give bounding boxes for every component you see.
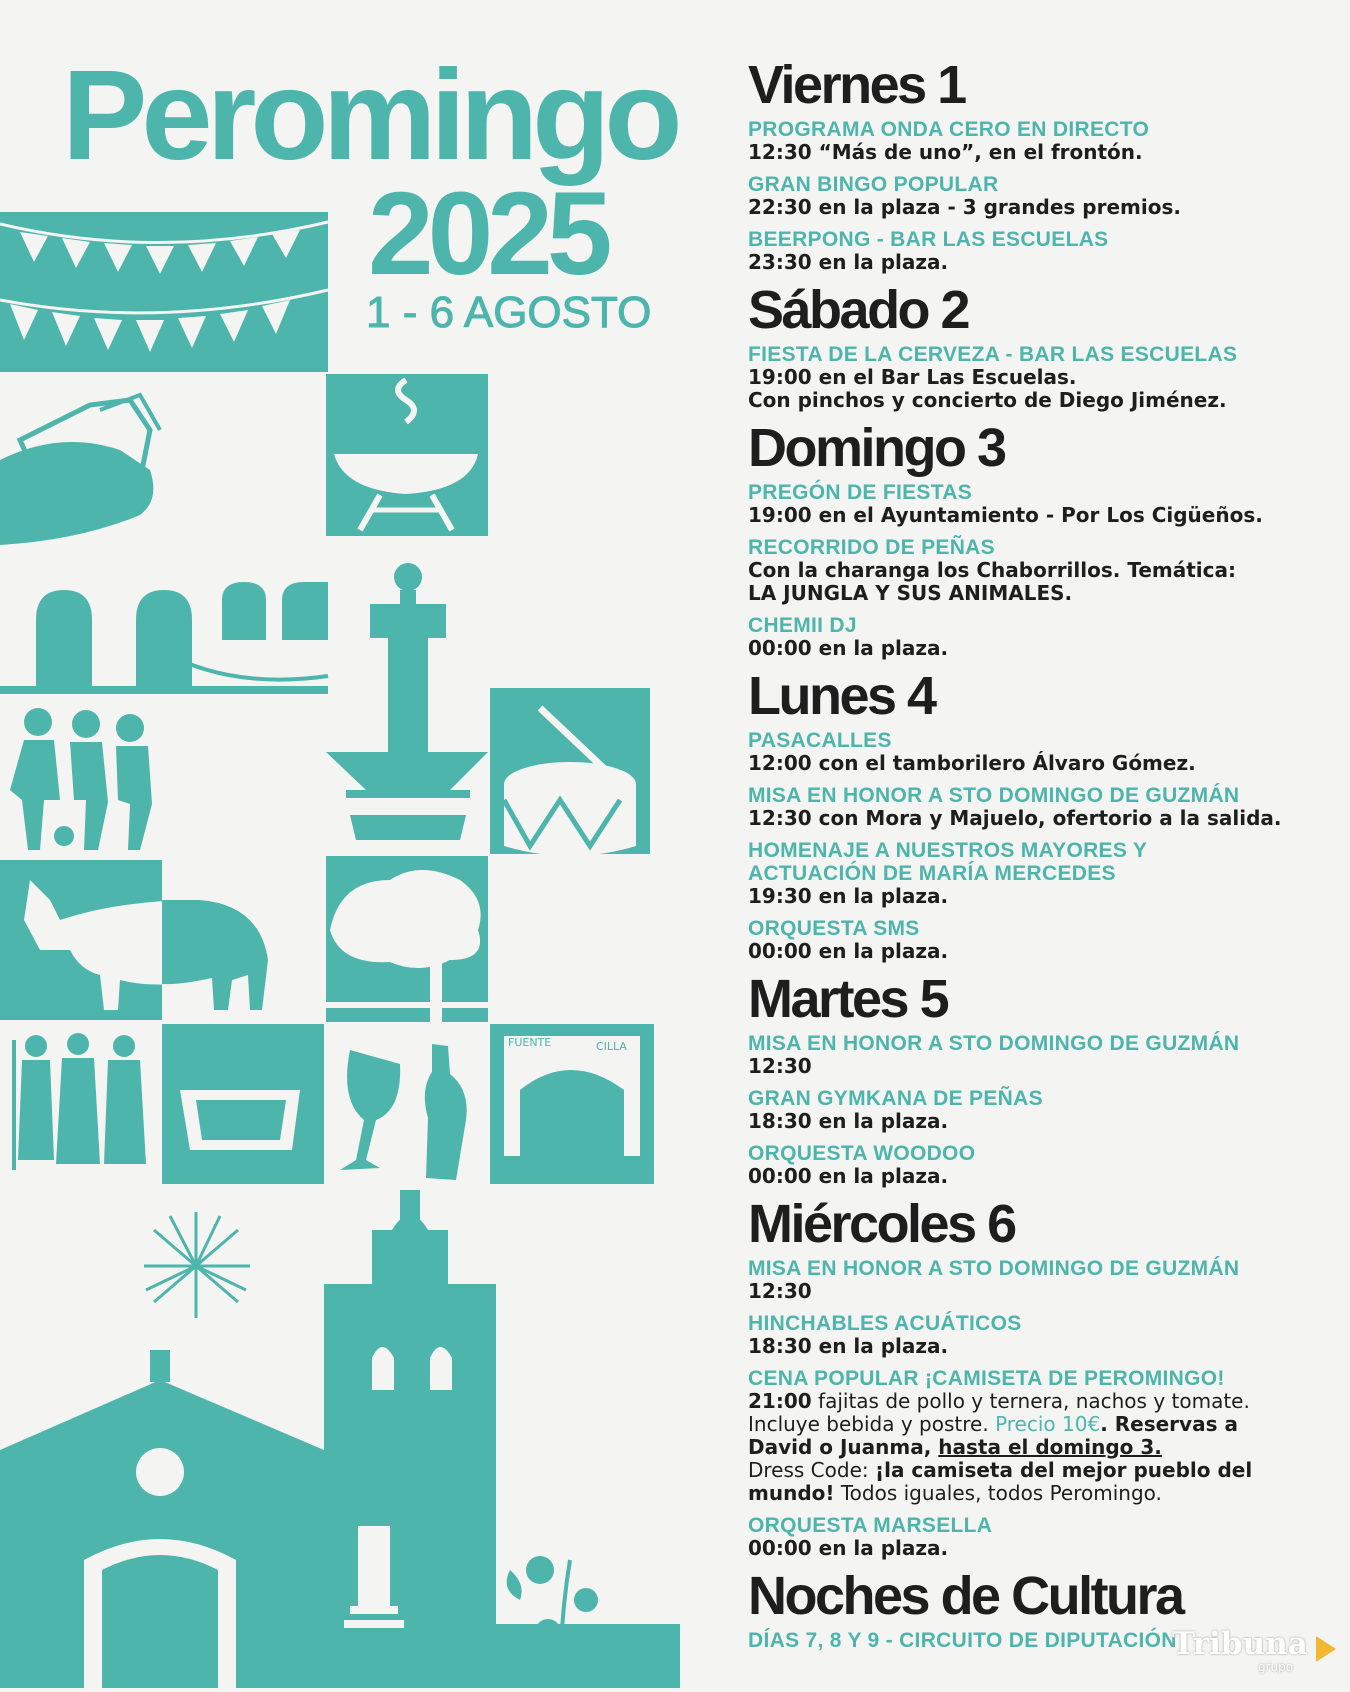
day-sabado (748, 280, 1318, 412)
event-item (748, 839, 1318, 908)
event-name: MISA EN HONOR A STO DOMINGO DE GUZMÁN (748, 784, 1240, 807)
event-description-line (748, 1413, 1318, 1436)
event-name: GRAN GYMKANA DE PEÑAS (748, 1087, 1043, 1110)
drum-icon (490, 688, 650, 856)
event-name: RECORRIDO DE PEÑAS (748, 536, 995, 559)
event-item (748, 614, 1318, 660)
tribuna-logo (1172, 1626, 1336, 1674)
poster-dates: 1 - 6 AGOSTO (366, 288, 652, 337)
program-schedule (748, 55, 1318, 1652)
cow-icon (0, 860, 324, 1020)
event-description: 12:30 “Más de uno”, en el frontón. (748, 140, 1143, 164)
event-description: 18:30 en la plaza. (748, 1109, 949, 1133)
section-title: Noches de Cultura (748, 1566, 1183, 1626)
event-name: CENA POPULAR ¡CAMISETA DE PEROMINGO! (748, 1367, 1225, 1390)
day-lunes (748, 666, 1318, 963)
event-description: 23:30 en la plaza. (748, 250, 949, 274)
event-name: MISA EN HONOR A STO DOMINGO DE GUZMÁN (748, 1257, 1240, 1280)
cena-motto: Todos iguales, todos Peromingo. (834, 1481, 1162, 1505)
event-name: PREGÓN DE FIESTAS (748, 481, 973, 504)
event-item (748, 729, 1318, 775)
fountain-label-right: CILLA (596, 1040, 627, 1053)
event-description: LA JUNGLA Y SUS ANIMALES. (748, 581, 1073, 605)
event-description: 19:00 en el Ayuntamiento - Por Los Cigüeños. (748, 503, 1263, 527)
wine-glass-bottle-icon (326, 1024, 488, 1184)
event-item (748, 1032, 1318, 1078)
fuente-cilla-icon (490, 1024, 654, 1184)
cena-menu: fajitas de pollo y ternera, nachos y tomate. (811, 1389, 1250, 1413)
day-title: Lunes 4 (748, 666, 935, 726)
event-description: 22:30 en la plaza - 3 grandes premios. (748, 195, 1181, 219)
event-name: GRAN BINGO POPULAR (748, 173, 999, 196)
event-name: ORQUESTA WOODOO (748, 1142, 976, 1165)
event-description: 00:00 en la plaza. (748, 1536, 949, 1560)
poster-year: 2025 (368, 168, 607, 300)
event-description: 19:00 en el Bar Las Escuelas. (748, 365, 1077, 389)
event-item (748, 228, 1318, 274)
event-description-line (748, 1436, 1318, 1459)
day-title: Sábado 2 (748, 280, 969, 340)
event-name: HINCHABLES ACUÁTICOS (748, 1312, 1022, 1335)
event-item (748, 343, 1318, 412)
event-item (748, 536, 1318, 605)
play-arrow-icon (1316, 1636, 1336, 1662)
event-item (748, 1312, 1318, 1358)
church-icon (0, 1190, 680, 1688)
stone-arches-icon (0, 582, 328, 694)
waterfall-rock-icon (0, 395, 160, 545)
day-title: Viernes 1 (748, 55, 965, 115)
bunting-flags-icon (0, 212, 328, 372)
event-description: 12:30 con Mora y Majuelo, ofertorio a la salida. (748, 806, 1282, 830)
event-description: 12:00 con el tamborilero Álvaro Gómez. (748, 751, 1196, 775)
event-name: FIESTA DE LA CERVEZA - BAR LAS ESCUELAS (748, 343, 1238, 366)
day-title: Martes 5 (748, 969, 948, 1029)
event-description-line (748, 1459, 1318, 1482)
event-name: MISA EN HONOR A STO DOMINGO DE GUZMÁN (748, 1032, 1240, 1055)
event-description: Con la charanga los Chaborrillos. Temática: (748, 558, 1236, 582)
event-item (748, 784, 1318, 830)
day-viernes (748, 55, 1318, 274)
day-martes (748, 969, 1318, 1188)
event-name: ACTUACIÓN DE MARÍA MERCEDES (748, 862, 1116, 885)
cena-time: 21:00 (748, 1389, 812, 1413)
day-title: Domingo 3 (748, 418, 1005, 478)
event-description: 00:00 en la plaza. (748, 1164, 949, 1188)
event-name: PROGRAMA ONDA CERO EN DIRECTO (748, 118, 1150, 141)
cena-reservas: . Reservas a (1100, 1412, 1238, 1436)
event-description: 19:30 en la plaza. (748, 884, 949, 908)
swimming-pool-icon (162, 1024, 324, 1184)
logo-sub: grupo (1258, 1660, 1294, 1674)
event-item (748, 1514, 1318, 1560)
event-description: 00:00 en la plaza. (748, 636, 949, 660)
event-description: 12:30 (748, 1054, 812, 1078)
event-description: 12:30 (748, 1279, 812, 1303)
event-description: 18:30 en la plaza. (748, 1334, 949, 1358)
cena-dresscode-end: mundo! (748, 1481, 835, 1505)
event-description-line (748, 1390, 1318, 1413)
event-name: ORQUESTA MARSELLA (748, 1514, 993, 1537)
event-item (748, 1257, 1318, 1303)
barbecue-grill-icon (326, 374, 488, 536)
cena-dresscode-label: Dress Code: (748, 1458, 875, 1482)
cena-dresscode: ¡la camiseta del mejor pueblo del (874, 1458, 1253, 1482)
stone-cross-icon (326, 563, 488, 840)
event-name: BEERPONG - BAR LAS ESCUELAS (748, 228, 1109, 251)
cena-price: Precio 10€ (995, 1412, 1101, 1436)
children-playing-ball-icon (0, 700, 162, 858)
event-name: CHEMII DJ (748, 614, 857, 637)
day-domingo (748, 418, 1318, 660)
poster-title: Peromingo (62, 44, 677, 187)
event-description: Con pinchos y concierto de Diego Jiménez. (748, 388, 1227, 412)
event-item-cena-popular (748, 1367, 1318, 1505)
event-name: ORQUESTA SMS (748, 917, 920, 940)
event-item (748, 173, 1318, 219)
day-title: Miércoles 6 (748, 1194, 1015, 1254)
cena-includes: Incluye bebida y postre. (748, 1412, 996, 1436)
fireworks-icon (144, 1212, 250, 1318)
cena-contacts: David o Juanma, (748, 1435, 939, 1459)
event-item (748, 481, 1318, 527)
event-name: PASACALLES (748, 729, 892, 752)
event-name: HOMENAJE A NUESTROS MAYORES Y (748, 839, 1148, 862)
fountain-label-left: FUENTE (508, 1036, 552, 1049)
cultura-description: DÍAS 7, 8 Y 9 - CIRCUITO DE DIPUTACIÓN (748, 1629, 1177, 1652)
event-description: 00:00 en la plaza. (748, 939, 949, 963)
logo-name: Tribuna (1172, 1626, 1308, 1662)
day-miercoles (748, 1194, 1318, 1560)
event-item (748, 1087, 1318, 1133)
tree-icon (326, 856, 488, 1022)
event-item (748, 118, 1318, 164)
cena-deadline: hasta el domingo 3. (938, 1435, 1162, 1459)
saints-statues-icon (0, 1024, 162, 1184)
event-item (748, 917, 1318, 963)
event-item (748, 1142, 1318, 1188)
event-description-line (748, 1482, 1318, 1505)
